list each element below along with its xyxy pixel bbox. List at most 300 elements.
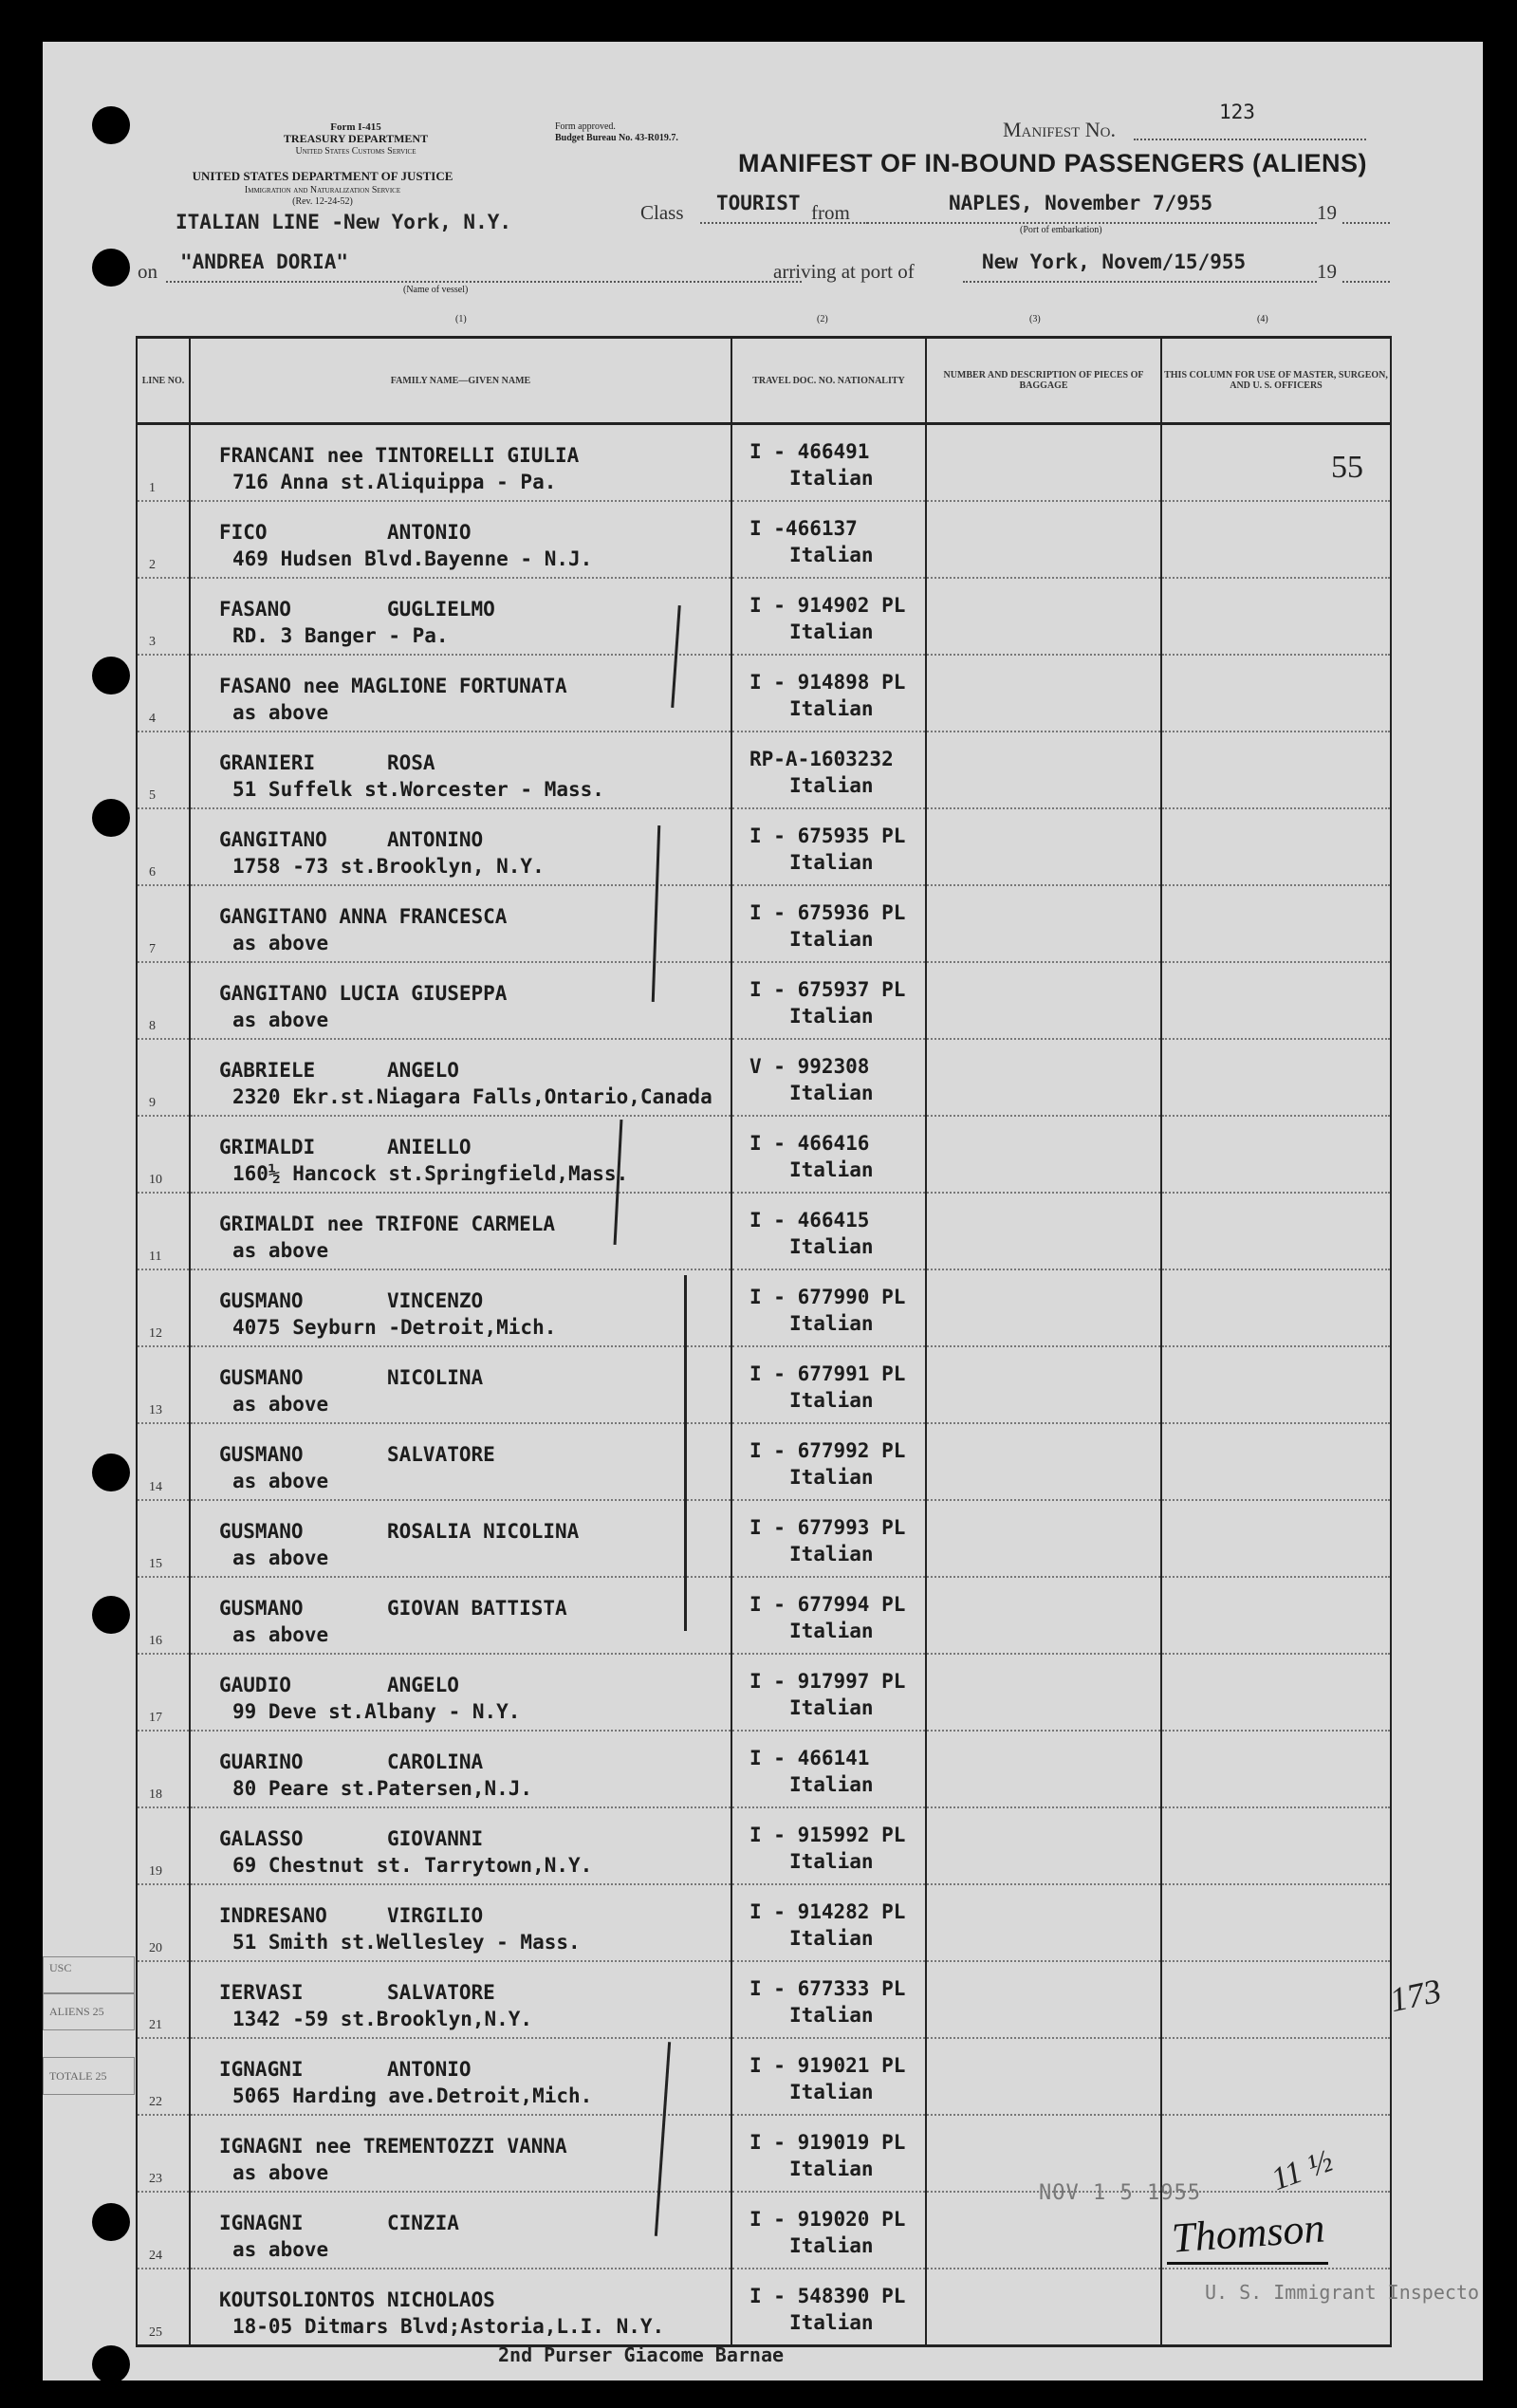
travel-doc-cell: [731, 1961, 926, 2038]
passenger-cell: [190, 1269, 731, 1346]
nationality: Italian: [789, 1235, 874, 1258]
passenger-cell: [190, 1423, 731, 1500]
passenger-cell: [190, 1654, 731, 1731]
table-row: [137, 1269, 1391, 1346]
travel-doc-number: RP-A-1603232: [749, 748, 894, 770]
nationality: Italian: [789, 928, 874, 951]
nationality: Italian: [789, 697, 874, 720]
nationality: Italian: [789, 1620, 874, 1642]
officers-cell: [1161, 1500, 1391, 1577]
travel-doc-cell: [731, 1346, 926, 1423]
table-row: [137, 1346, 1391, 1423]
shipping-line: ITALIAN LINE -New York, N.Y.: [176, 211, 512, 233]
baggage-cell: [926, 2115, 1161, 2192]
travel-doc-cell: [731, 501, 926, 578]
arriving-value: New York, Novem/15/955: [982, 250, 1247, 273]
date-stamp: NOV 1 5 1955: [1039, 2181, 1201, 2205]
table-row: [137, 2269, 1391, 2346]
passenger-address: 99 Deve st.Albany - N.Y.: [232, 1700, 521, 1723]
travel-doc-number: I - 677990 PL: [749, 1286, 906, 1308]
travel-doc-number: I - 914898 PL: [749, 671, 906, 694]
travel-doc-number: I - 914902 PL: [749, 594, 906, 617]
baggage-cell: [926, 501, 1161, 578]
passenger-name: IERVASI SALVATORE: [219, 1981, 495, 2004]
passenger-address: as above: [232, 932, 329, 954]
passenger-name: GUARINO CAROLINA: [219, 1750, 484, 1773]
col-num-4: (4): [1257, 314, 1268, 324]
nationality: Italian: [789, 774, 874, 797]
officers-cell: [1161, 1654, 1391, 1731]
officers-cell: [1161, 1193, 1391, 1269]
baggage-cell: [926, 808, 1161, 885]
officers-cell: [1161, 1346, 1391, 1423]
col-num-1: (1): [455, 314, 467, 324]
officers-cell: [1161, 1039, 1391, 1116]
punch-hole: [92, 249, 130, 287]
class-value: TOURIST: [716, 192, 801, 214]
travel-doc-number: I - 677991 PL: [749, 1362, 906, 1385]
passenger-name: GRIMALDI ANIELLO: [219, 1136, 472, 1158]
travel-doc-number: I - 677333 PL: [749, 1977, 906, 2000]
passenger-address: 51 Smith st.Wellesley - Mass.: [232, 1931, 581, 1954]
manifest-number: 123: [1219, 101, 1255, 123]
passenger-cell: [190, 1193, 731, 1269]
header-baggage: NUMBER AND DESCRIPTION OF PIECES OF BAGGAGE: [926, 338, 1161, 424]
travel-doc-number: I - 919020 PL: [749, 2208, 906, 2231]
vessel-caption: (Name of vessel): [403, 285, 469, 295]
punch-hole: [92, 657, 130, 695]
baggage-cell: [926, 962, 1161, 1039]
travel-doc-cell: [731, 1193, 926, 1269]
passenger-address: as above: [232, 1547, 329, 1569]
travel-doc-number: I - 466491: [749, 440, 870, 463]
passenger-name: GANGITANO ANNA FRANCESCA: [219, 905, 508, 928]
line-number: 9: [137, 1039, 190, 1116]
officers-cell: [1161, 501, 1391, 578]
baggage-cell: [926, 1807, 1161, 1884]
travel-doc-cell: [731, 732, 926, 808]
punch-hole: [92, 2203, 130, 2241]
passenger-cell: [190, 2192, 731, 2269]
punch-hole: [92, 1596, 130, 1634]
passenger-cell: [190, 1039, 731, 1116]
year-label-1: 19: [1317, 201, 1337, 224]
vessel-line: [166, 281, 802, 283]
passenger-address: 1342 -59 st.Brooklyn,N.Y.: [232, 2008, 533, 2030]
passenger-cell: [190, 2115, 731, 2192]
baggage-cell: [926, 1423, 1161, 1500]
travel-doc-number: I - 466141: [749, 1747, 870, 1769]
passenger-address: 5065 Harding ave.Detroit,Mich.: [232, 2084, 593, 2107]
table-row: [137, 1731, 1391, 1807]
travel-doc-number: I - 915992 PL: [749, 1824, 906, 1846]
passenger-address: as above: [232, 1239, 329, 1262]
justice-dept: UNITED STATES DEPARTMENT OF JUSTICE: [192, 169, 453, 183]
line-number: 14: [137, 1423, 190, 1500]
passenger-cell: [190, 501, 731, 578]
inspector-signature: Thomson: [1170, 2204, 1326, 2262]
passenger-name: IGNAGNI ANTONIO: [219, 2058, 472, 2081]
passenger-cell: [190, 2269, 731, 2346]
line-number: 19: [137, 1807, 190, 1884]
passenger-address: as above: [232, 1009, 329, 1031]
punch-hole: [92, 106, 130, 144]
travel-doc-cell: [731, 1269, 926, 1346]
count-annotation: 55: [1331, 450, 1363, 485]
travel-doc-cell: [731, 2269, 926, 2346]
table-row: [137, 1423, 1391, 1500]
line-number: 12: [137, 1269, 190, 1346]
header-name: FAMILY NAME—GIVEN NAME: [190, 338, 731, 424]
line-number: 17: [137, 1654, 190, 1731]
nationality: Italian: [789, 621, 874, 643]
officers-cell: [1161, 1961, 1391, 2038]
travel-doc-number: I - 677992 PL: [749, 1439, 906, 1462]
passenger-name: GRIMALDI nee TRIFONE CARMELA: [219, 1213, 556, 1235]
baggage-cell: [926, 1654, 1161, 1731]
passenger-address: as above: [232, 701, 329, 724]
table-row: [137, 501, 1391, 578]
port-embarkation-caption: (Port of embarkation): [1020, 225, 1102, 235]
baggage-cell: [926, 1039, 1161, 1116]
travel-doc-number: I -466137: [749, 517, 858, 540]
passenger-address: 469 Hudsen Blvd.Bayenne - N.J.: [232, 547, 593, 570]
year-line-2: [1342, 281, 1390, 283]
officers-cell: [1161, 1116, 1391, 1193]
arriving-line: [963, 281, 1317, 283]
passenger-name: FRANCANI nee TINTORELLI GIULIA: [219, 444, 580, 467]
travel-doc-cell: [731, 655, 926, 732]
manifest-no-line: [1134, 139, 1366, 140]
passenger-name: INDRESANO VIRGILIO: [219, 1904, 484, 1927]
nationality: Italian: [789, 851, 874, 874]
form-approved: Form approved.: [555, 121, 616, 132]
officers-cell: [1161, 578, 1391, 655]
passenger-name: GUSMANO VINCENZO: [219, 1289, 484, 1312]
travel-doc-number: I - 917997 PL: [749, 1670, 906, 1693]
officers-cell: [1161, 2038, 1391, 2115]
travel-doc-number: I - 466415: [749, 1209, 870, 1232]
passenger-address: 1758 -73 st.Brooklyn, N.Y.: [232, 855, 545, 878]
nationality: Italian: [789, 1158, 874, 1181]
travel-doc-number: I - 914282 PL: [749, 1900, 906, 1923]
baggage-cell: [926, 1346, 1161, 1423]
baggage-cell: [926, 732, 1161, 808]
baggage-cell: [926, 655, 1161, 732]
table-row: [137, 1884, 1391, 1961]
signature-underline: [1167, 2262, 1328, 2265]
passenger-name: GAUDIO ANGELO: [219, 1674, 459, 1696]
line-number: 25: [137, 2269, 190, 2346]
passenger-cell: [190, 2038, 731, 2115]
passenger-address: 18-05 Ditmars Blvd;Astoria,L.I. N.Y.: [232, 2315, 665, 2338]
inspector-title: U. S. Immigrant Inspecto: [1205, 2281, 1479, 2304]
table-row: [137, 885, 1391, 962]
punch-hole: [92, 2345, 130, 2383]
line-number: 1: [137, 424, 190, 502]
fraction-annotation: 11 ½: [1267, 2142, 1338, 2198]
from-value: NAPLES, November 7/955: [949, 192, 1213, 214]
form-number: Form I-415: [330, 121, 381, 133]
line-number: 13: [137, 1346, 190, 1423]
nationality: Italian: [789, 544, 874, 566]
arriving-label: arriving at port of: [773, 260, 915, 283]
class-label: Class: [640, 201, 684, 224]
line-number: 24: [137, 2192, 190, 2269]
travel-doc-cell: [731, 2038, 926, 2115]
passenger-name: GUSMANO NICOLINA: [219, 1366, 484, 1389]
passenger-cell: [190, 885, 731, 962]
passenger-table: [136, 336, 1392, 2347]
travel-doc-number: I - 466416: [749, 1132, 870, 1155]
passenger-address: as above: [232, 2161, 329, 2184]
nationality: Italian: [789, 1312, 874, 1335]
line-number: 5: [137, 732, 190, 808]
travel-doc-cell: [731, 1423, 926, 1500]
officers-cell: [1161, 808, 1391, 885]
officers-cell: [1161, 1423, 1391, 1500]
table-row: [137, 2038, 1391, 2115]
ins-service: Immigration and Naturalization Service: [244, 185, 401, 195]
travel-doc-cell: [731, 1654, 926, 1731]
officers-cell: [1161, 1269, 1391, 1346]
nationality: Italian: [789, 1466, 874, 1489]
baggage-cell: [926, 1500, 1161, 1577]
margin-totale-box: TOTALE 25: [43, 2057, 135, 2095]
nationality: Italian: [789, 1773, 874, 1796]
line-number: 8: [137, 962, 190, 1039]
officers-cell: [1161, 655, 1391, 732]
passenger-name: GABRIELE ANGELO: [219, 1059, 459, 1082]
passenger-address: as above: [232, 1470, 329, 1492]
table-row: [137, 424, 1391, 502]
header-travel-doc: TRAVEL DOC. NO. NATIONALITY: [731, 338, 926, 424]
baggage-cell: [926, 1961, 1161, 2038]
passenger-address: 4075 Seyburn -Detroit,Mich.: [232, 1316, 557, 1339]
officers-cell: [1161, 1731, 1391, 1807]
passenger-name: FASANO nee MAGLIONE FORTUNATA: [219, 675, 567, 697]
line-number: 4: [137, 655, 190, 732]
passenger-address: as above: [232, 2238, 329, 2261]
line-number: 2: [137, 501, 190, 578]
passenger-cell: [190, 1346, 731, 1423]
baggage-cell: [926, 1731, 1161, 1807]
officers-cell: [1161, 962, 1391, 1039]
baggage-cell: [926, 1116, 1161, 1193]
passenger-address: 80 Peare st.Patersen,N.J.: [232, 1777, 533, 1800]
table-row: [137, 732, 1391, 808]
travel-doc-number: I - 675935 PL: [749, 824, 906, 847]
from-label: from: [811, 201, 850, 224]
travel-doc-cell: [731, 1807, 926, 1884]
travel-doc-cell: [731, 962, 926, 1039]
travel-doc-cell: [731, 1116, 926, 1193]
travel-doc-cell: [731, 1039, 926, 1116]
passenger-cell: [190, 1116, 731, 1193]
passenger-address: 2320 Ekr.st.Niagara Falls,Ontario,Canada: [232, 1085, 712, 1108]
officers-cell: [1161, 885, 1391, 962]
passenger-cell: [190, 655, 731, 732]
nationality: Italian: [789, 2158, 874, 2180]
nationality: Italian: [789, 1927, 874, 1950]
line-number: 20: [137, 1884, 190, 1961]
nationality: Italian: [789, 2081, 874, 2103]
purser-name: 2nd Purser Giacome Barnae: [498, 2343, 785, 2366]
revision: (Rev. 12-24-52): [292, 196, 353, 207]
table-row: [137, 1577, 1391, 1654]
line-number: 21: [137, 1961, 190, 2038]
passenger-name: GANGITANO ANTONINO: [219, 828, 484, 851]
travel-doc-cell: [731, 578, 926, 655]
punch-hole: [92, 1454, 130, 1491]
passenger-name: GUSMANO ROSALIA NICOLINA: [219, 1520, 580, 1543]
officers-cell: [1161, 732, 1391, 808]
travel-doc-cell: [731, 808, 926, 885]
line-number: 3: [137, 578, 190, 655]
margin-usc-box: USC: [43, 1956, 135, 1994]
travel-doc-cell: [731, 1500, 926, 1577]
nationality: Italian: [789, 1850, 874, 1873]
passenger-cell: [190, 962, 731, 1039]
nationality: Italian: [789, 1543, 874, 1565]
baggage-cell: [926, 1884, 1161, 1961]
passenger-name: GALASSO GIOVANNI: [219, 1827, 484, 1850]
baggage-cell: [926, 1577, 1161, 1654]
passenger-name: KOUTSOLIONTOS NICHOLAOS: [219, 2288, 495, 2311]
baggage-cell: [926, 424, 1161, 502]
line-number: 7: [137, 885, 190, 962]
line-number: 16: [137, 1577, 190, 1654]
passenger-cell: [190, 1884, 731, 1961]
nationality: Italian: [789, 2004, 874, 2027]
nationality: Italian: [789, 2311, 874, 2334]
manifest-no-label: Manifest No.: [1003, 118, 1116, 141]
passenger-name: IGNAGNI nee TREMENTOZZI VANNA: [219, 2135, 567, 2158]
table-row: [137, 1116, 1391, 1193]
line-number: 11: [137, 1193, 190, 1269]
manifest-page: [43, 42, 1483, 2380]
manifest-title: MANIFEST OF IN-BOUND PASSENGERS (ALIENS): [738, 149, 1368, 177]
line-number: 22: [137, 2038, 190, 2115]
vessel-name: "ANDREA DORIA": [180, 250, 349, 273]
line-number: 10: [137, 1116, 190, 1193]
table-row: [137, 578, 1391, 655]
table-row: [137, 1039, 1391, 1116]
baggage-cell: [926, 1269, 1161, 1346]
header-line-no: LINE NO.: [137, 338, 190, 424]
passenger-address: as above: [232, 1393, 329, 1416]
officers-cell: [1161, 1884, 1391, 1961]
col-num-2: (2): [817, 314, 828, 324]
passenger-cell: [190, 808, 731, 885]
travel-doc-cell: [731, 424, 926, 502]
travel-doc-cell: [731, 1884, 926, 1961]
passenger-address: RD. 3 Banger - Pa.: [232, 624, 449, 647]
table-row: [137, 1500, 1391, 1577]
passenger-address: 716 Anna st.Aliquippa - Pa.: [232, 471, 557, 493]
punch-hole: [92, 799, 130, 837]
customs-service: United States Customs Service: [295, 146, 416, 157]
nationality: Italian: [789, 467, 874, 490]
line-number: 23: [137, 2115, 190, 2192]
travel-doc-number: I - 919019 PL: [749, 2131, 906, 2154]
passenger-address: 51 Suffelk st.Worcester - Mass.: [232, 778, 604, 801]
passenger-cell: [190, 578, 731, 655]
passenger-cell: [190, 732, 731, 808]
travel-doc-number: I - 677994 PL: [749, 1593, 906, 1616]
table-row: [137, 1654, 1391, 1731]
table-row: [137, 1961, 1391, 2038]
line-number: 18: [137, 1731, 190, 1807]
travel-doc-number: I - 675937 PL: [749, 978, 906, 1001]
year-label-2: 19: [1317, 260, 1337, 283]
passenger-cell: [190, 1961, 731, 2038]
table-row: [137, 1807, 1391, 1884]
travel-doc-number: I - 675936 PL: [749, 901, 906, 924]
header-officers: THIS COLUMN FOR USE OF MASTER, SURGEON, AND U. S. OFFICERS: [1161, 338, 1391, 424]
passenger-name: GUSMANO SALVATORE: [219, 1443, 495, 1466]
passenger-cell: [190, 1731, 731, 1807]
table-row: [137, 962, 1391, 1039]
travel-doc-cell: [731, 885, 926, 962]
passenger-name: GRANIERI ROSA: [219, 751, 435, 774]
passenger-name: GUSMANO GIOVAN BATTISTA: [219, 1597, 567, 1620]
officers-cell: [1161, 1807, 1391, 1884]
passenger-cell: [190, 424, 731, 502]
passenger-address: 160½ Hancock st.Springfield,Mass.: [232, 1162, 629, 1185]
treasury-dept: TREASURY DEPARTMENT: [283, 132, 429, 145]
table-row: [137, 808, 1391, 885]
from-line: [866, 222, 1317, 224]
travel-doc-number: V - 992308: [749, 1055, 870, 1078]
officers-cell: [1161, 1577, 1391, 1654]
col-num-3: (3): [1029, 314, 1041, 324]
baggage-cell: [926, 2038, 1161, 2115]
margin-aliens-box: ALIENS 25: [43, 1992, 135, 2030]
travel-doc-number: I - 677993 PL: [749, 1516, 906, 1539]
passenger-address: 69 Chestnut st. Tarrytown,N.Y.: [232, 1854, 593, 1877]
baggage-cell: [926, 2269, 1161, 2346]
passenger-cell: [190, 1500, 731, 1577]
side-number-annotation: 173: [1386, 1971, 1445, 2020]
passenger-name: IGNAGNI CINZIA: [219, 2212, 459, 2234]
baggage-cell: [926, 578, 1161, 655]
travel-doc-cell: [731, 2192, 926, 2269]
passenger-cell: [190, 1807, 731, 1884]
table-row: [137, 655, 1391, 732]
line-number: 6: [137, 808, 190, 885]
travel-doc-cell: [731, 1577, 926, 1654]
nationality: Italian: [789, 1005, 874, 1028]
passenger-name: FASANO GUGLIELMO: [219, 598, 495, 621]
travel-doc-number: I - 548390 PL: [749, 2285, 906, 2307]
travel-doc-number: I - 919021 PL: [749, 2054, 906, 2077]
on-label: on: [138, 260, 157, 283]
nationality: Italian: [789, 1082, 874, 1104]
passenger-address: as above: [232, 1623, 329, 1646]
baggage-cell: [926, 885, 1161, 962]
travel-doc-cell: [731, 2115, 926, 2192]
passenger-name: FICO ANTONIO: [219, 521, 472, 544]
table-row: [137, 2115, 1391, 2192]
travel-doc-cell: [731, 1731, 926, 1807]
budget-bureau: Budget Bureau No. 43-R019.7.: [555, 133, 678, 143]
nationality: Italian: [789, 1696, 874, 1719]
table-row: [137, 1193, 1391, 1269]
passenger-cell: [190, 1577, 731, 1654]
baggage-cell: [926, 1193, 1161, 1269]
year-line-1: [1342, 222, 1390, 224]
